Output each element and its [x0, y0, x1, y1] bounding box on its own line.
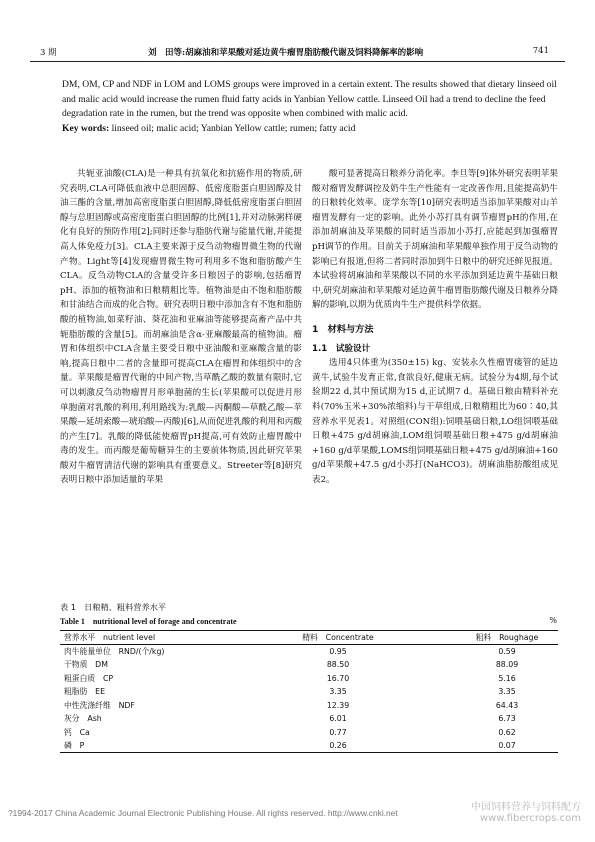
table-row — [60, 671, 558, 685]
cell-item: 中性洗涤纤维 NDF — [64, 700, 135, 710]
cell-roughage: 88.09 — [495, 659, 519, 669]
cell-roughage: 6.73 — [498, 714, 516, 724]
cell-roughage: 0.62 — [498, 727, 516, 737]
cell-concentrate: 16.70 — [326, 673, 350, 683]
cell-roughage: 0.07 — [498, 741, 516, 751]
cell-concentrate: 12.39 — [326, 700, 350, 710]
cell-item: 粗脂肪 EE — [64, 687, 106, 697]
abstract-text: DM, OM, CP and NDF in LOM and LOMS groups were improved in a certain extent. The results showed that dietary linseed oil and malic acid would increase the rumen fluid fatty acids in Yanbian Yellow cattle. Linseed Oil had a trend to decline the feed degradation rate in the rumen, but the trend was opposite when combined with malic acid. — [62, 79, 557, 119]
table-row — [60, 644, 558, 658]
intro-paragraph-continued: 酸可显著提高日粮养分消化率。李旦等[9]体外研究表明苹果酸对瘤胃发酵调控及奶牛生产性能有一定改善作用,且能提高奶牛的日粮转化效率。庞学东等[10]研究表明适当添加苹果酸对山羊瘤胃发酵有一定的影响。此外小苏打具有调节瘤胃pH的作用,在添加胡麻油及苹果酸的同时适当添加小苏打,应能起到加强瘤胃pH调节的作用。目前关于胡麻油和苹果酸单独作用于反刍动物的影响已有报道,但将二者同时添加到牛日粮中的研究还鲜见报道。本试验将胡麻油和苹果酸以不同的水平添加到延边黄牛基础日粮中,研究胡麻油和苹果酸对延边黄牛瘤胃脂肪酸代谢及日粮养分降解的影响,以期为优质肉牛生产提供科学依据。 — [312, 169, 558, 311]
nutrient-table — [60, 630, 558, 753]
table-header-row — [60, 631, 558, 645]
header-nutrient: 营养水平 nutrient level — [64, 632, 156, 642]
cell-roughage: 5.16 — [498, 673, 516, 683]
cell-item: 肉牛能量单位 RND/(个/kg) — [64, 646, 165, 656]
left-column — [60, 167, 302, 488]
cell-item: 干物质 DM — [64, 659, 108, 669]
keywords-line — [62, 122, 560, 137]
intro-paragraph: 共轭亚油酸(CLA)是一种具有抗氧化和抗癌作用的物质,研究表明,CLA可降低血液中总胆固醇、低密度脂蛋白胆固醇及甘油三酯的含量,增加高密度脂蛋白胆固醇,降低低密度脂蛋白胆固醇与总胆固醇或高密度脂蛋白胆固醇的比例[1],并对动脉粥样硬化有良好的预防作用[2];同时还参与脂肪代谢与能量代谢,并能提高人体免疫力[3]。CLA主要来源于反刍动物瘤胃微生物的代谢产物。Light等[4]发现瘤胃微生物可利用多不饱和脂肪酸产生CLA。反刍动物CLA的含量受许多日粮因子的影响,包括瘤胃pH、添加的植物油和日粮精粗比等。植物油是由不饱和脂肪酸和甘油结合而成的化合物。研究表明日粮中添加含有不饱和脂肪酸的植物油,如菜籽油、葵花油和亚麻油等能够提高畜产品中共轭脂肪酸的含量[5]。而胡麻油是含α-亚麻酸最高的植物油。瘤胃和体组织中CLA含量主要受日粮中亚油酸和亚麻酸含量的影响,提高日粮中二者的含量即可提高CLA在瘤胃和体组织中的含量。苹果酸是瘤胃代谢的中间产物,当草酰乙酸的数量有限时,它可以刺激反刍动物瘤胃月形单胞菌的生长(苹果酸可以促进月形单胞菌对乳酸的利用,利用路线为:乳酸—丙酮酸—草酰乙酸—苹果酸—延胡索酸—琥珀酸—丙酸)[6],从而促进乳酸的利用和丙酸的产生[7]。乳酸的降低能使瘤胃pH提高,可有效防止瘤胃酸中毒的发生。而丙酸是葡萄糖异生的主要前体物质,因此研究苹果酸对牛瘤胃清洁代谢的影响具有重要意义。Streeter等[8]研究表明日粮中添加适量的苹果 — [60, 169, 302, 486]
cell-concentrate: 0.77 — [329, 727, 347, 737]
table-row — [60, 712, 558, 726]
header-roughage: 粗料 Roughage — [475, 632, 539, 642]
watermark-line-1: 中国饲料营养与饲料配方 — [471, 802, 581, 813]
table-row — [60, 739, 558, 753]
cell-item: 粗蛋白质 CP — [64, 673, 114, 683]
cell-concentrate: 3.35 — [329, 687, 347, 697]
cell-roughage: 64.43 — [495, 700, 519, 710]
design-paragraph: 选用4只体重为(350±15) kg、安装永久性瘤胃瘘管的延边黄牛,试验牛发育正常,食欲良好,健康无病。试验分为4期,每个试验期22 d,其中预试期为15 d,正试期7 d。基础日粮由精料补充料(70%玉米+30%浓缩料)与干草组成,日粮精粗比为60∶40,其营养水平见表1。对照组(CON组):饲喂基础日粮,LO组饲喂基础日粮+475 g/d胡麻油,LOM组饲喂基础日粮+475 g/d胡麻油+160 g/d苹果酸,LOMS组饲喂基础日粮+475 g/d胡麻油+160 g/d苹果酸+47.5 g/d小苏打(NaHCO3)。胡麻油脂肪酸组成见表2。 — [312, 358, 558, 485]
watermark — [471, 802, 581, 824]
issue-label: 3 期 — [40, 48, 57, 58]
watermark-line-2: www.fibercrops.com — [479, 813, 581, 824]
keywords: linseed oil; malic acid; Yanbian Yellow cattle; rumen; fatty acid — [111, 122, 356, 134]
header-concentrate: 精料 Concentrate — [302, 632, 374, 642]
cell-concentrate: 6.01 — [329, 714, 347, 724]
cell-concentrate: 0.95 — [329, 646, 347, 656]
copyright-footer: ?1994-2017 China Academic Journal Electronic Publishing House. All rights reserved. http://www.cnki.net — [8, 808, 398, 818]
page-header — [30, 40, 565, 62]
table-row — [60, 698, 558, 712]
table-caption-en: Table 1 nutritional level of forage and concentrate — [60, 617, 237, 626]
table-row — [60, 658, 558, 672]
table-row — [60, 685, 558, 699]
subsection-heading: 1.1 试验设计 — [312, 343, 371, 354]
table-row — [60, 726, 558, 740]
section-heading: 1 材料与方法 — [312, 323, 374, 335]
running-head: 刘 田等:胡麻油和苹果酸对延边黄牛瘤胃脂肪酸代谢及饲料降解率的影响 — [148, 48, 424, 58]
cell-item: 灰分 Ash — [64, 714, 102, 724]
table-unit: % — [549, 616, 557, 625]
right-column — [312, 167, 558, 487]
table-caption-cn: 表 1 日粮精、粗料营养水平 — [60, 602, 167, 612]
cell-concentrate: 88.50 — [326, 659, 350, 669]
cell-item: 钙 Ca — [64, 727, 90, 737]
cell-roughage: 3.35 — [498, 687, 516, 697]
page-number: 741 — [532, 46, 549, 56]
keywords-label: Key words: — [62, 122, 110, 134]
cell-item: 磷 P — [64, 741, 85, 751]
cell-roughage: 0.59 — [498, 646, 516, 656]
english-abstract — [62, 78, 560, 136]
cell-concentrate: 0.26 — [329, 741, 347, 751]
